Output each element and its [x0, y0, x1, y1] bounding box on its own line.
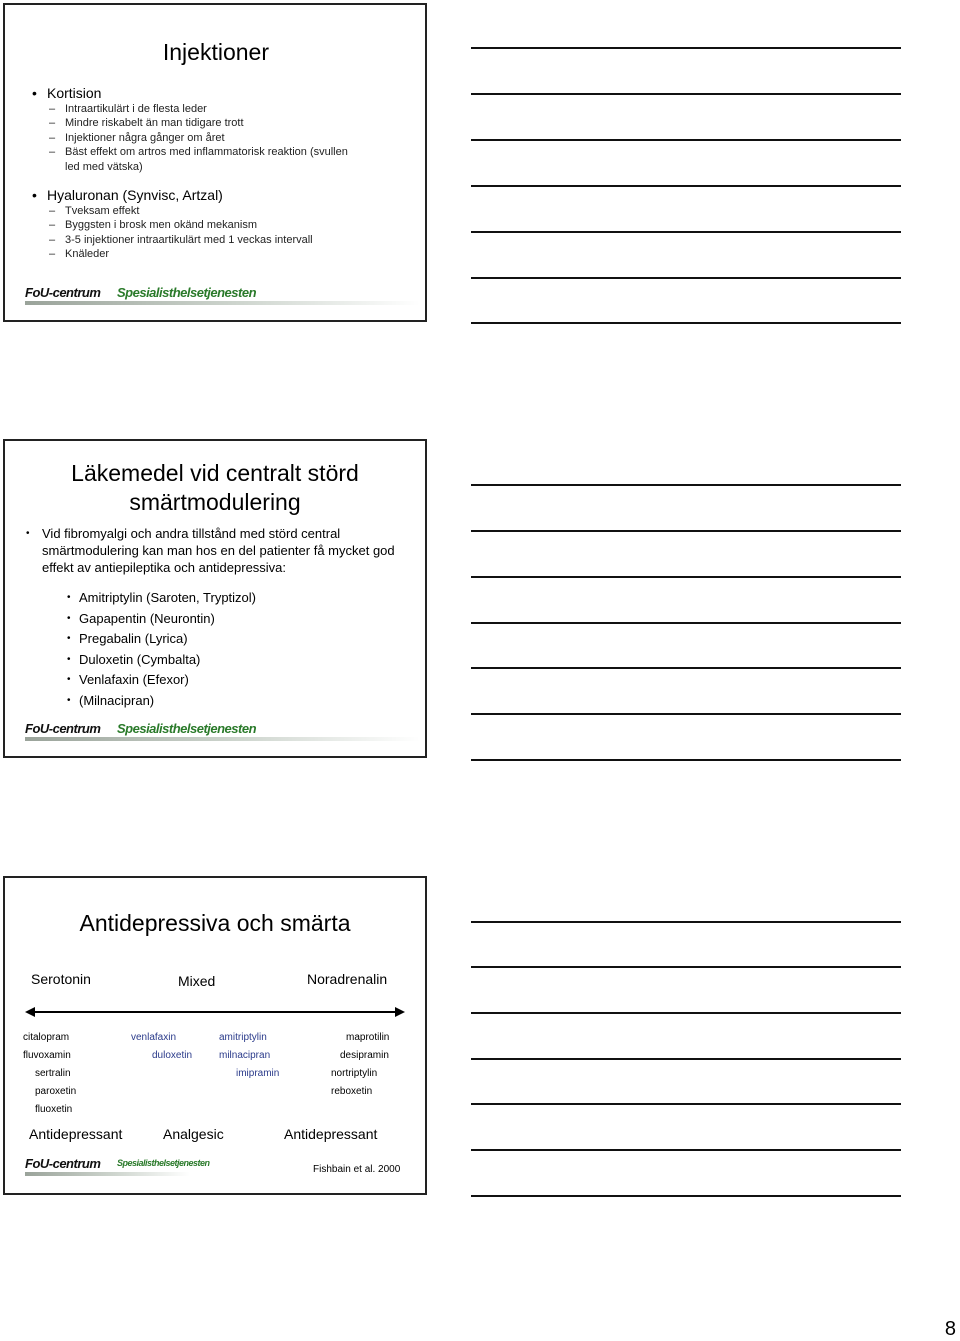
logo-mark: FoU-centrum — [25, 1156, 101, 1171]
drug-label: fluvoxamin — [23, 1050, 71, 1061]
logo-bar — [25, 737, 420, 741]
drug-label: reboxetin — [331, 1086, 373, 1097]
bullet-text: Kortision — [47, 85, 102, 101]
drug-label: imipramin — [236, 1068, 280, 1079]
sub-item: – Injektioner några gånger om året — [47, 131, 417, 145]
notes-line — [471, 1103, 901, 1105]
slide-title: Läkemedel vid centralt störd smärtmodulering — [71, 460, 359, 515]
sub-item: – Tveksam effekt — [47, 204, 417, 218]
fou-centrum-logo — [25, 721, 425, 747]
sub-list — [47, 204, 417, 262]
fou-centrum-logo — [25, 1156, 210, 1182]
logo-bar — [25, 301, 420, 305]
header-noradrenalin: Noradrenalin — [307, 971, 388, 987]
drug-label: venlafaxin — [131, 1032, 177, 1043]
sub-item: – Bäst effekt om artros med inflammatorisk reaktion (svullen led med vätska) — [47, 145, 350, 174]
sub-item: – Mindre riskabelt än man tidigare trott — [47, 116, 417, 130]
notes-line — [471, 622, 901, 624]
page-number: 8 — [944, 1318, 956, 1340]
notes-line — [471, 47, 901, 49]
logo-mark-green: Spesialisthelsetjenesten — [117, 285, 257, 300]
sub-item: – 3-5 injektioner intraartikulärt med 1 veckas intervall — [47, 233, 417, 247]
fou-centrum-logo — [25, 285, 425, 311]
slide-title: Antidepressiva och smärta — [79, 910, 351, 936]
logo-mark-green: Spesialisthelsetjenesten — [117, 1158, 210, 1168]
notes-line — [471, 484, 901, 486]
drug-label: citalopram — [23, 1032, 70, 1043]
notes-line — [471, 530, 901, 532]
notes-line — [471, 185, 901, 187]
notes-line — [471, 93, 901, 95]
drug-item: • Amitriptylin (Saroten, Tryptizol) — [67, 588, 256, 609]
notes-line — [471, 322, 901, 324]
drug-label: duloxetin — [152, 1050, 193, 1061]
notes-line — [471, 667, 901, 669]
logo-mark: FoU-centrum — [25, 721, 101, 736]
drug-list — [67, 588, 256, 711]
footer-analgesic: Analgesic — [163, 1126, 224, 1142]
drug-label: milnacipran — [219, 1050, 271, 1061]
footer-antidepressant-left: Antidepressant — [29, 1126, 123, 1142]
notes-line — [471, 1149, 901, 1151]
bullet-list — [27, 85, 417, 262]
bullet-item — [27, 85, 417, 174]
slide-injektioner — [3, 3, 427, 322]
notes-line — [471, 231, 901, 233]
bullet-item — [27, 187, 417, 262]
slide-smartmodulering — [3, 439, 427, 758]
logo-bar — [25, 1172, 190, 1176]
notes-line — [471, 759, 901, 761]
drug-label: maprotilin — [346, 1032, 390, 1043]
drug-label: nortriptylin — [331, 1068, 378, 1079]
drug-item: • Venlafaxin (Efexor) — [67, 670, 256, 691]
notes-line — [471, 713, 901, 715]
slide-antidepressiva — [3, 876, 427, 1195]
sub-item: – Intraartikulärt i de flesta leder — [47, 102, 417, 116]
drug-item: • (Milnacipran) — [67, 691, 256, 712]
bullet-text: Hyaluronan (Synvisc, Artzal) — [47, 187, 223, 204]
notes-line — [471, 277, 901, 279]
logo-mark-green: Spesialisthelsetjenesten — [117, 721, 257, 736]
drug-item: • Duloxetin (Cymbalta) — [67, 650, 256, 671]
drug-label: sertralin — [35, 1068, 71, 1079]
header-serotonin: Serotonin — [31, 971, 91, 987]
double-arrow-icon — [25, 1006, 405, 1018]
citation: Fishbain et al. 2000 — [313, 1164, 401, 1175]
notes-line — [471, 966, 901, 968]
drug-label: fluoxetin — [35, 1104, 73, 1115]
notes-line — [471, 576, 901, 578]
intro-paragraph: • Vid fibromyalgi och andra tillstånd med störd central smärtmodulering kan man hos en del patienter få mycket god effekt av antiepileptika och antidepressiva: — [25, 525, 422, 576]
notes-line — [471, 1195, 901, 1197]
drug-label: amitriptylin — [219, 1032, 267, 1043]
notes-line — [471, 921, 901, 923]
sub-item: – Knäleder — [47, 247, 417, 261]
footer-antidepressant-right: Antidepressant — [284, 1126, 378, 1142]
logo-mark: FoU-centrum — [25, 285, 101, 300]
notes-line — [471, 1012, 901, 1014]
drug-item: • Pregabalin (Lyrica) — [67, 629, 256, 650]
slide-title: Injektioner — [162, 39, 269, 65]
header-mixed: Mixed — [178, 973, 216, 989]
sub-list — [47, 102, 417, 174]
drug-label: paroxetin — [35, 1086, 77, 1097]
drug-item: • Gapapentin (Neurontin) — [67, 609, 256, 630]
notes-line — [471, 139, 901, 141]
notes-line — [471, 1058, 901, 1060]
drug-label: desipramin — [340, 1050, 389, 1061]
sub-item: – Byggsten i brosk men okänd mekanism — [47, 218, 417, 232]
